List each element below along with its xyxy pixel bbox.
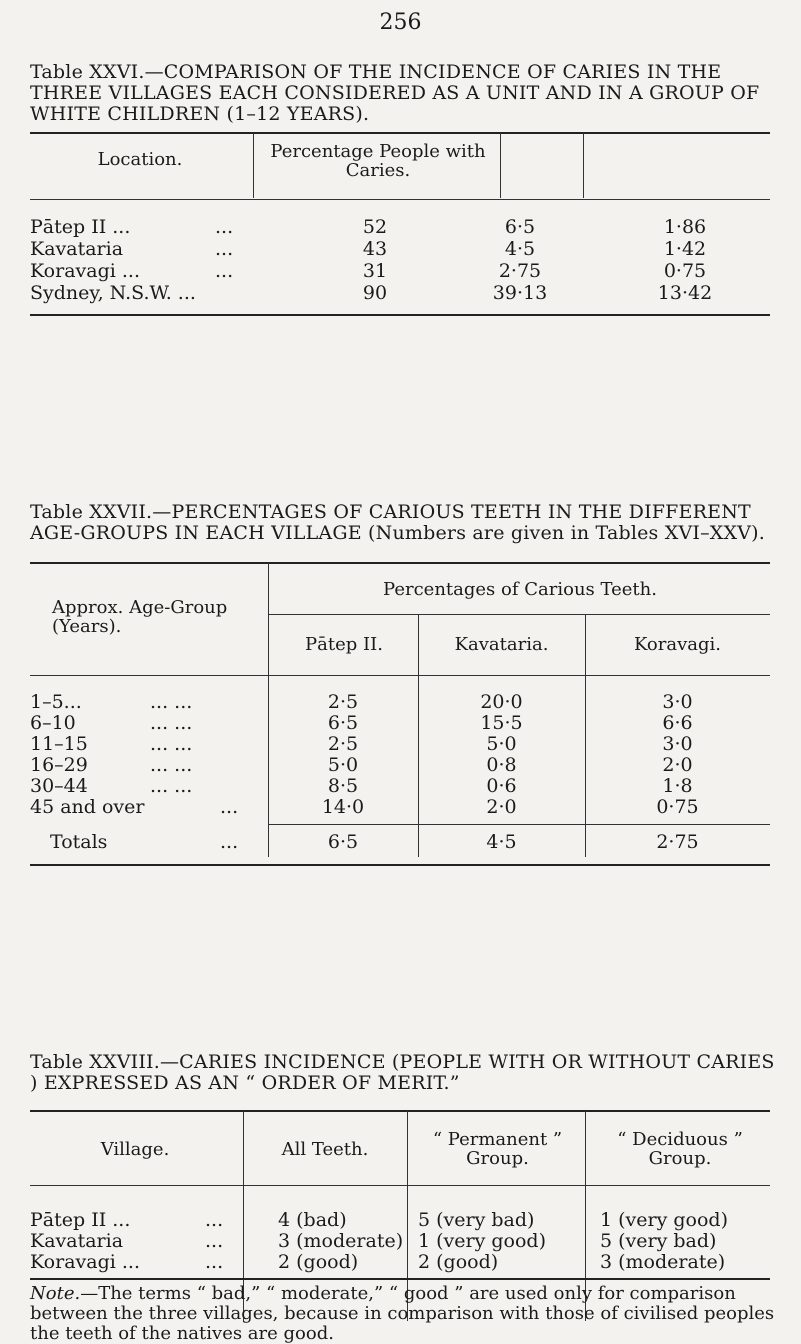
page-number: 256 xyxy=(379,10,422,35)
table-27-koravagi: 2·0 xyxy=(662,754,693,776)
table-27-dots: ... ... xyxy=(150,691,193,713)
table-26-header-people: Percentage People with Caries. xyxy=(270,141,486,181)
table-26-location: Pātep II ... xyxy=(30,216,131,238)
table-27-header-span: Percentages of Carious Teeth. xyxy=(383,579,657,600)
table-28-permanent: 5 (very bad) xyxy=(418,1209,535,1231)
table-26-people: 90 xyxy=(362,282,388,304)
table-27-patep: 8·5 xyxy=(327,775,359,797)
table-26-teeth: 39·13 xyxy=(492,282,548,304)
table-27-kavataria: 0·8 xyxy=(486,754,517,776)
table-27-kavataria: 0·6 xyxy=(486,775,517,797)
table-27-totals-label: Totals xyxy=(50,831,108,853)
table-26-surfaces: 1·42 xyxy=(663,238,707,260)
table-26-header-location: Location. xyxy=(97,149,183,170)
table-26-location: Koravagi ... xyxy=(30,260,140,282)
table-27-dots: ... ... xyxy=(150,712,193,734)
table-26-teeth: 4·5 xyxy=(504,238,536,260)
table-27-kavataria: 15·5 xyxy=(480,712,523,734)
table-26-surfaces: 1·86 xyxy=(663,216,707,238)
table-28-deciduous: 3 (moderate) xyxy=(600,1251,726,1273)
table-28-header-deciduous: “ Deciduous ” Group. xyxy=(617,1129,743,1169)
table-27-header-age-group: Approx. Age-Group (Years). xyxy=(52,597,228,637)
table-27-totals-patep: 6·5 xyxy=(327,831,359,853)
table-27-kavataria: 20·0 xyxy=(480,691,523,713)
table-27-dots: ... xyxy=(220,796,239,818)
table-27-dots: ... ... xyxy=(150,733,193,755)
table-26-vline xyxy=(500,133,501,198)
table-27-dots: ... xyxy=(220,831,239,853)
table-28-permanent: 2 (good) xyxy=(418,1251,499,1273)
table-28-permanent: 1 (very good) xyxy=(418,1230,546,1252)
table-27-patep: 6·5 xyxy=(327,712,359,734)
table-28-header-village: Village. xyxy=(100,1139,170,1160)
table-28-note xyxy=(30,1284,775,1344)
table-26-dots: ... xyxy=(215,238,234,260)
note-text: —The terms “ bad,” “ moderate,” “ good ” are used only for comparison between the three villages, because in comparison with those of civilised peoples the teeth of the natives are good. xyxy=(30,1283,775,1344)
table-27-dots: ... ... xyxy=(150,754,193,776)
table-28-header-rule xyxy=(30,1185,770,1186)
note-label: Note. xyxy=(30,1283,81,1304)
table-28-dots: ... xyxy=(205,1230,224,1252)
table-27-koravagi: 3·0 xyxy=(662,691,693,713)
table-26-location: Kavataria xyxy=(30,238,124,260)
table-26-vline xyxy=(253,133,254,198)
table-27-totals-rule xyxy=(268,824,770,825)
table-27-totals-koravagi: 2·75 xyxy=(656,831,699,853)
table-27-koravagi: 0·75 xyxy=(656,796,699,818)
table-28-all: 3 (moderate) xyxy=(278,1230,404,1252)
table-27-totals-kavataria: 4·5 xyxy=(486,831,517,853)
table-28-top-rule xyxy=(30,1110,770,1112)
table-26-people: 43 xyxy=(362,238,388,260)
table-27-caption: Table XXVII.—PERCENTAGES OF CARIOUS TEETH IN THE DIFFERENT AGE-GROUPS IN EACH VILLAGE (Numbers are given in Tables XVI–XXV). xyxy=(30,501,766,544)
table-26-surfaces: 13·42 xyxy=(657,282,713,304)
table-28-dots: ... xyxy=(205,1209,224,1231)
table-26-people: 52 xyxy=(362,216,388,238)
table-28-all: 2 (good) xyxy=(278,1251,359,1273)
table-27-kavataria: 2·0 xyxy=(486,796,517,818)
table-27-age: 6–10 xyxy=(30,712,76,734)
table-27-header-kavataria: Kavataria. xyxy=(454,634,549,655)
table-26-caption: Table XXVI.—COMPARISON OF THE INCIDENCE OF CARIES IN THE THREE VILLAGES EACH CONSIDERED AS A UNIT AND IN A GROUP OF WHITE CHILDREN (1–12 YEARS). xyxy=(30,61,760,125)
table-26-teeth: 6·5 xyxy=(504,216,536,238)
table-28-header-permanent: “ Permanent ” Group. xyxy=(432,1129,563,1169)
table-26-header-rule xyxy=(30,199,770,200)
table-28-deciduous: 1 (very good) xyxy=(600,1209,728,1231)
table-27-patep: 2·5 xyxy=(327,691,359,713)
table-27-header-koravagi: Koravagi. xyxy=(633,634,722,655)
table-28-dots: ... xyxy=(205,1251,224,1273)
table-26-vline xyxy=(583,133,584,198)
table-27-age: 1–5... xyxy=(30,691,82,713)
table-27-age: 11–15 xyxy=(30,733,88,755)
table-27-koravagi: 6·6 xyxy=(662,712,693,734)
table-26-location: Sydney, N.S.W. ... xyxy=(30,282,196,304)
table-26-people: 31 xyxy=(362,260,388,282)
table-27-patep: 5·0 xyxy=(327,754,359,776)
table-27-header-rule xyxy=(30,675,770,676)
table-27-patep: 2·5 xyxy=(327,733,359,755)
table-27-bottom-rule xyxy=(30,864,770,866)
table-28-bottom-rule xyxy=(30,1278,770,1280)
table-27-span-rule xyxy=(268,614,770,615)
table-28-village: Kavataria xyxy=(30,1230,124,1252)
table-28-deciduous: 5 (very bad) xyxy=(600,1230,717,1252)
table-27-kavataria: 5·0 xyxy=(486,733,517,755)
table-27-koravagi: 1·8 xyxy=(662,775,693,797)
table-27-patep: 14·0 xyxy=(321,796,365,818)
table-28-header-all-teeth: All Teeth. xyxy=(281,1139,369,1160)
table-27-age: 16–29 xyxy=(30,754,88,776)
table-28-all: 4 (bad) xyxy=(278,1209,347,1231)
table-26-bottom-rule xyxy=(30,314,770,316)
table-26-dots: ... xyxy=(215,216,234,238)
table-26-top-rule xyxy=(30,132,770,134)
table-27-koravagi: 3·0 xyxy=(662,733,693,755)
table-26-dots: ... xyxy=(215,260,234,282)
table-26-surfaces: 0·75 xyxy=(663,260,707,282)
table-27-age: 30–44 xyxy=(30,775,88,797)
table-27-age: 45 and over xyxy=(30,796,145,818)
table-27-dots: ... ... xyxy=(150,775,193,797)
table-27-top-rule xyxy=(30,562,770,564)
table-28-village: Pātep II ... xyxy=(30,1209,131,1231)
table-26-teeth: 2·75 xyxy=(498,260,542,282)
table-28-caption: Table XXVIII.—CARIES INCIDENCE (PEOPLE WITH OR WITHOUT CARIES ) EXPRESSED AS AN “ ORDER OF MERIT.” xyxy=(30,1051,775,1094)
table-27-header-patep: Pātep II. xyxy=(305,634,383,655)
table-28-village: Koravagi ... xyxy=(30,1251,140,1273)
